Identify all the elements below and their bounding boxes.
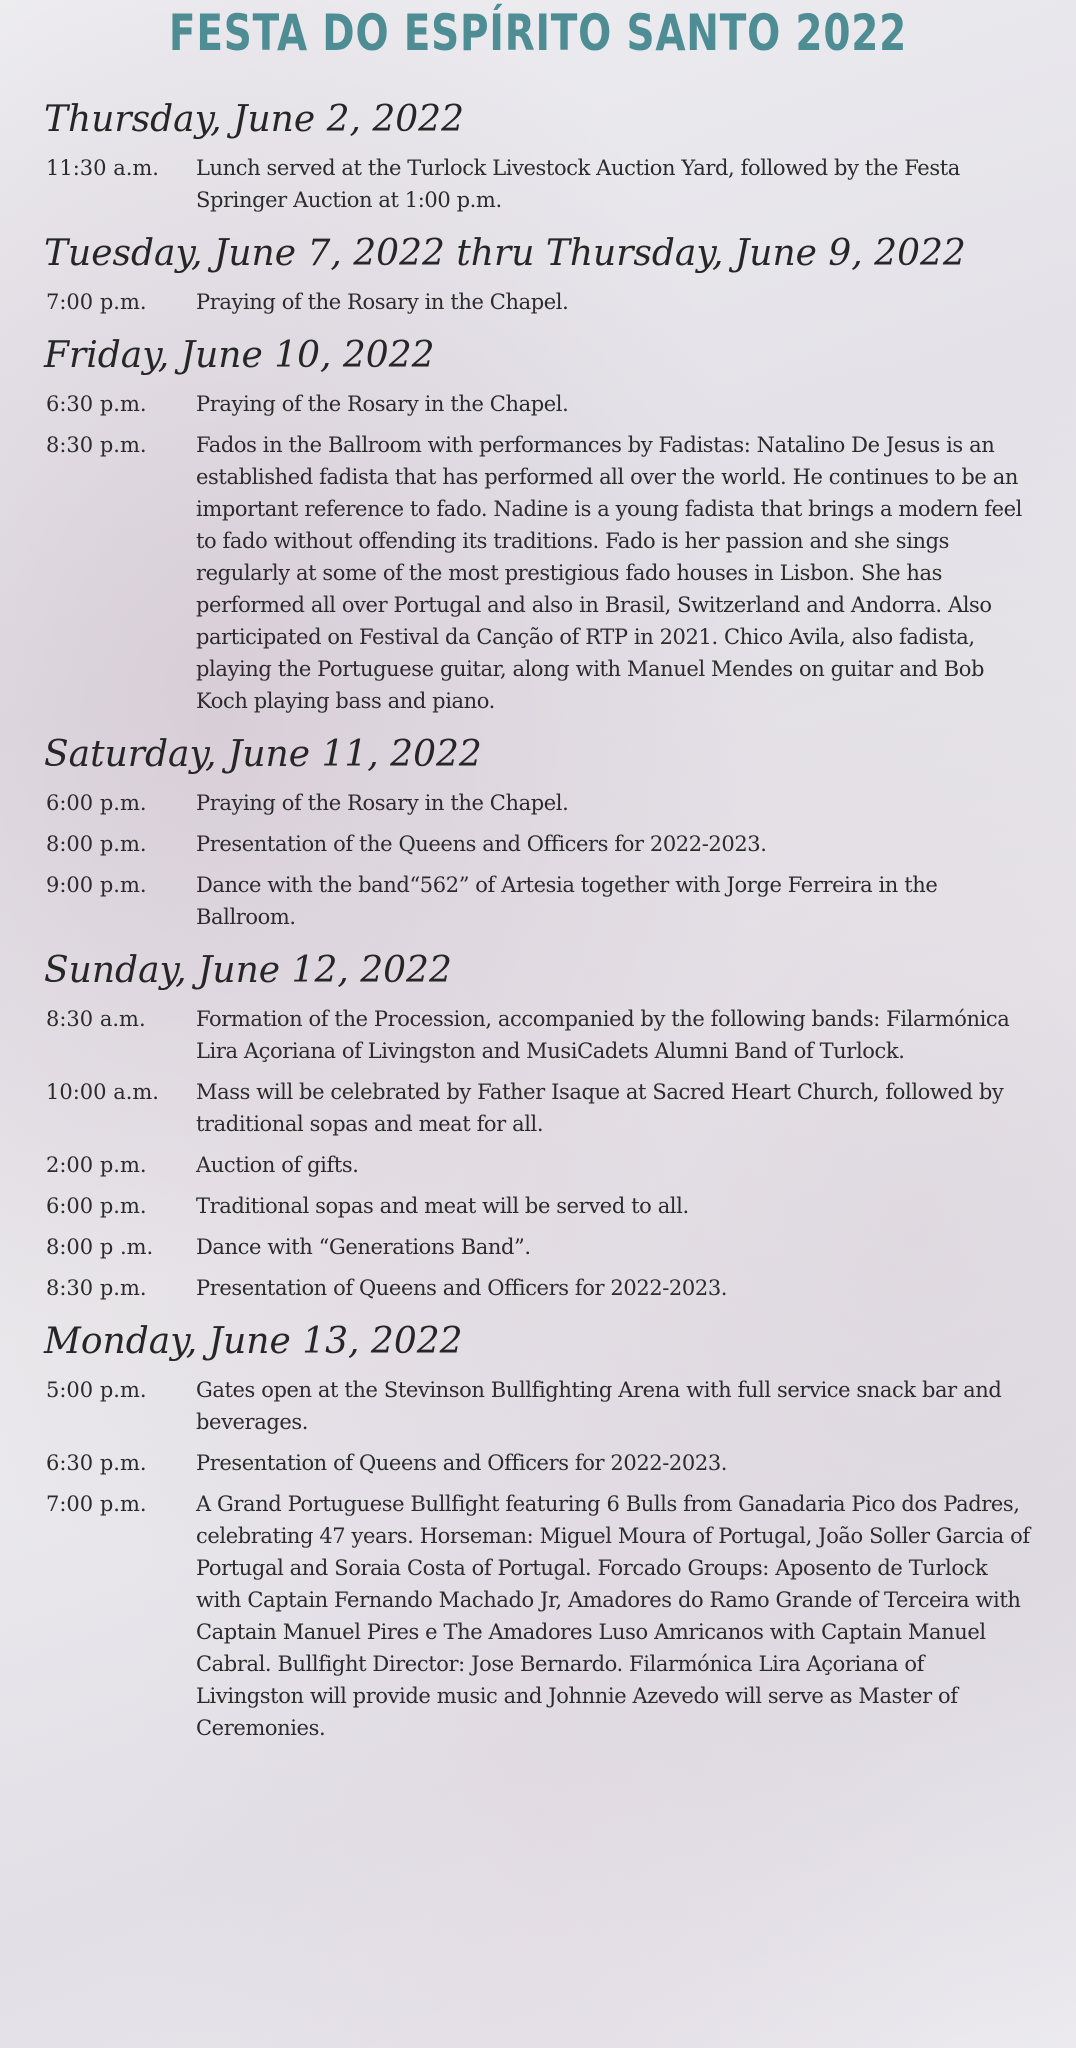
event-time: 6:30 p.m.	[46, 1451, 147, 1475]
schedule-entry	[0, 1447, 1076, 1479]
event-time: 5:00 p.m.	[46, 1378, 147, 1402]
event-description: Mass will be celebrated by Father Isaque at Sacred Heart Church, followed by traditional sopas and meat for all.	[196, 1080, 1004, 1136]
schedule-entry	[0, 388, 1076, 420]
event-description: Auction of gifts.	[196, 1153, 359, 1177]
day-section-saturday-june-11	[0, 731, 1076, 933]
event-time: 8:30 a.m.	[46, 1007, 146, 1031]
day-heading: Saturday, June 11, 2022	[44, 734, 482, 775]
day-heading: Sunday, June 12, 2022	[44, 950, 452, 991]
schedule-entry	[0, 1003, 1076, 1067]
event-description: Presentation of the Queens and Officers for 2022-2023.	[196, 832, 767, 856]
event-time: 6:30 p.m.	[46, 392, 147, 416]
event-time: 7:00 p.m.	[46, 290, 147, 314]
event-time: 8:30 p.m.	[46, 433, 147, 457]
event-description: Lunch served at the Turlock Livestock Auction Yard, followed by the Festa Springer Auction at 1:00 p.m.	[196, 156, 960, 212]
event-time: 8:00 p.m.	[46, 832, 147, 856]
event-description: Formation of the Procession, accompanied by the following bands: Filarmónica Lira Açoriana of Livingston and MusiCadets Alumni Band of Turlock.	[196, 1007, 1010, 1063]
event-description: A Grand Portuguese Bullfight featuring 6 Bulls from Ganadaria Pico dos Padres, celebrating 47 years. Horseman: Miguel Moura of Portugal, João Soller Garcia of Portugal and Soraia Costa of Portugal. Forcado Groups: Aposento de Turlock with Captain Fernando Machado Jr, Amadores do Ramo Grande of Terceira with Captain Manuel Pires e The Amadores Luso Amricanos with Captain Manuel Cabral. Bullfight Director: Jose Bernardo. Filarmónica Lira Açoriana of Livingston will provide music and Johnnie Azevedo will serve as Master of Ceremonies.	[196, 1492, 1030, 1740]
schedule-entry	[0, 869, 1076, 933]
schedule-entry	[0, 1149, 1076, 1181]
day-heading: Thursday, June 2, 2022	[44, 99, 464, 140]
schedule-entry	[0, 1488, 1076, 1744]
schedule-entry	[0, 1190, 1076, 1222]
event-time: 7:00 p.m.	[46, 1492, 147, 1516]
schedule-entry	[0, 286, 1076, 318]
event-time: 2:00 p.m.	[46, 1153, 147, 1177]
event-time: 10:00 a.m.	[46, 1080, 159, 1104]
schedule-entry	[0, 787, 1076, 819]
event-description: Praying of the Rosary in the Chapel.	[196, 290, 569, 314]
day-section-monday-june-13	[0, 1318, 1076, 1744]
event-time: 8:00 p .m.	[46, 1235, 154, 1259]
day-section-june-7-to-9	[0, 230, 1076, 318]
event-description: Traditional sopas and meat will be served to all.	[196, 1194, 689, 1218]
event-time: 8:30 p.m.	[46, 1276, 147, 1300]
schedule-entry	[0, 1076, 1076, 1140]
event-time: 9:00 p.m.	[46, 873, 147, 897]
event-description: Praying of the Rosary in the Chapel.	[196, 791, 569, 815]
schedule	[0, 96, 1076, 1758]
day-section-friday-june-10	[0, 332, 1076, 717]
event-description: Fados in the Ballroom with performances by Fadistas: Natalino De Jesus is an established fadista that has performed all over the world. He continues to be an important reference to fado. Nadine is a young fadista that brings a modern feel to fado without offending its traditions. Fado is her passion and she sings regularly at some of the most prestigious fado houses in Lisbon. She has performed all over Portugal and also in Brasil, Switzerland and Andorra. Also participated on Festival da Canção of RTP in 2021. Chico Avila, also fadista, playing the Portuguese guitar, along with Manuel Mendes on guitar and Bob Koch playing bass and piano.	[196, 433, 1022, 713]
event-description: Presentation of Queens and Officers for 2022-2023.	[196, 1276, 728, 1300]
page-title: FESTA DO ESPÍRITO SANTO 2022	[168, 4, 908, 62]
event-time: 6:00 p.m.	[46, 791, 147, 815]
event-description: Gates open at the Stevinson Bullfighting Arena with full service snack bar and beverages.	[196, 1378, 1002, 1434]
schedule-entry	[0, 1272, 1076, 1304]
schedule-entry	[0, 828, 1076, 860]
event-description: Dance with the band“562” of Artesia together with Jorge Ferreira in the Ballroom.	[196, 873, 938, 929]
day-section-sunday-june-12	[0, 947, 1076, 1304]
schedule-entry	[0, 429, 1076, 717]
event-time: 6:00 p.m.	[46, 1194, 147, 1218]
event-description: Dance with “Generations Band”.	[196, 1235, 531, 1259]
schedule-entry	[0, 1231, 1076, 1263]
day-section-thursday-june-2	[0, 96, 1076, 216]
event-description: Praying of the Rosary in the Chapel.	[196, 392, 569, 416]
day-heading: Friday, June 10, 2022	[44, 335, 435, 376]
schedule-entry	[0, 152, 1076, 216]
event-time: 11:30 a.m.	[46, 156, 159, 180]
day-heading: Monday, June 13, 2022	[44, 1321, 463, 1362]
day-heading: Tuesday, June 7, 2022 thru Thursday, June 9, 2022	[44, 233, 966, 274]
schedule-entry	[0, 1374, 1076, 1438]
event-description: Presentation of Queens and Officers for 2022-2023.	[196, 1451, 728, 1475]
